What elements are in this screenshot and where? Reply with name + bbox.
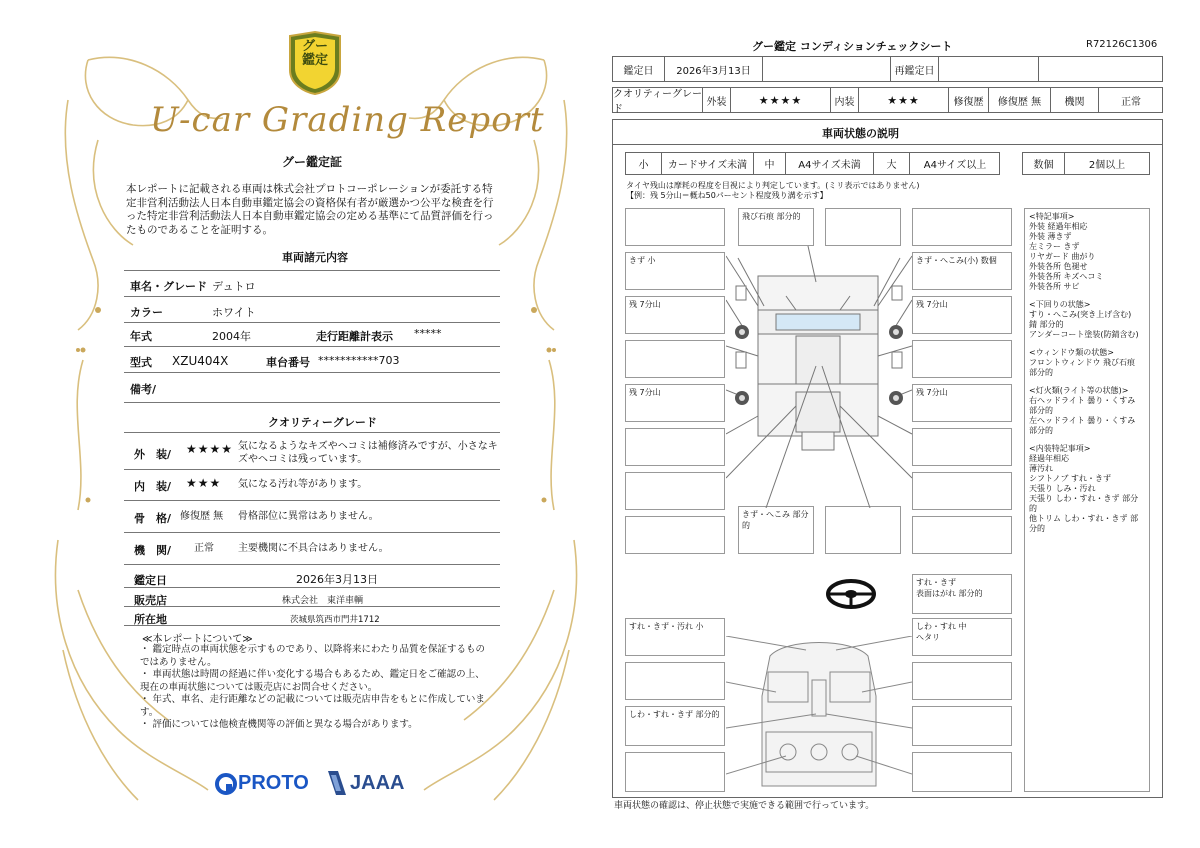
frame-label: 骨 格/	[134, 512, 172, 525]
divider	[124, 532, 500, 533]
mileage-label: 走行距離計表示	[316, 330, 393, 343]
note-box	[912, 428, 1012, 466]
certificate-heading: グー鑑定証	[282, 155, 343, 169]
proto-logo-icon	[214, 772, 238, 796]
date-label: 鑑定日	[134, 574, 167, 587]
note-box-left-2: 残 7分山	[625, 296, 725, 334]
remark-spacer	[1029, 340, 1145, 348]
count-label-cell: 数個	[1023, 153, 1065, 174]
divider	[124, 469, 500, 470]
proto-logo-text: PROTO	[238, 772, 309, 794]
note-box	[625, 208, 725, 246]
about-item: ・ 鑑定時点の車両状態を示すものであり、以降将来にわたり品質を保証するものではありません。	[140, 644, 486, 668]
remarks-panel	[1024, 208, 1150, 792]
size-mid-cell: 中	[754, 153, 786, 174]
reinspect-label-cell: 再鑑定日	[891, 57, 939, 81]
script-title: U-car Grading Report	[150, 100, 545, 140]
remark-line: 天張り しみ・汚れ	[1029, 484, 1096, 493]
note-box-left-3: 残 7分山	[625, 384, 725, 422]
specs-heading: 車両諸元内容	[282, 251, 348, 264]
remark-line: 錆 部分的	[1029, 320, 1064, 329]
certificate-intro: 本レポートに記載される車両は株式会社プロトコーポレーションが委託する特定非営利活動法人日本自動車鑑定協会の資格保有者が厳選かつ公平な検査を行った特定非営利活動法人日本自動車鑑定協会の定める基準にて品質評価を行ったものであることを証明する。	[126, 183, 494, 236]
note-box	[912, 662, 1012, 700]
size-small-desc-cell: カードサイズ未満	[662, 153, 754, 174]
remark-spacer	[1029, 436, 1145, 444]
note-box-steering: すれ・きず 表面はがれ 部分的	[912, 574, 1012, 614]
note-box	[625, 340, 725, 378]
divider	[124, 402, 500, 403]
note-box-left-1: きず 小	[625, 252, 725, 290]
mileage-value: *****	[414, 327, 442, 340]
note-box-int-right-1: しわ・すれ 中 へタリ	[912, 618, 1012, 656]
divider	[124, 587, 500, 588]
size-small-cell: 小	[626, 153, 662, 174]
jaaa-logo-text: JAAA	[350, 772, 405, 794]
divider	[124, 372, 500, 373]
color-value: ホワイト	[212, 306, 256, 319]
exterior-label: 外 装/	[134, 448, 172, 461]
sheet-title: グー鑑定 コンディションチェックシート	[752, 40, 953, 53]
note-box	[825, 506, 901, 554]
date-blank-cell	[763, 57, 891, 81]
tire-note-1: タイヤ残山は摩耗の程度を目視により判定しています。(ミリ表示ではありません)	[626, 181, 920, 190]
note-box	[912, 340, 1012, 378]
engine-text: 主要機関に不具合はありません。	[238, 543, 389, 554]
divider	[124, 322, 500, 323]
quality-label-cell: クオリティーグレード	[613, 89, 702, 115]
remark-line: <ウィンドウ類の状態>	[1029, 348, 1114, 357]
tire-note-2: 【例：残 5分山＝概ね50パーセント程度残り溝を示す】	[626, 191, 828, 200]
remark-line: 外装各所 キズヘコミ	[1029, 272, 1104, 281]
location-value: 茨城県筑西市門井1712	[290, 615, 380, 625]
note-box-int-left-2: しわ・すれ・きず 部分的	[625, 706, 725, 746]
remark-line: フロントウィンドウ 飛び石痕 部分的	[1029, 358, 1136, 377]
divider	[124, 564, 500, 565]
divider	[124, 500, 500, 501]
remark-line: <内装特記事項>	[1029, 444, 1091, 453]
chassis-value: ***********703	[318, 354, 400, 367]
remark-line: 天張り しわ・すれ・きず 部分的	[1029, 494, 1139, 513]
model-value: XZU404X	[172, 354, 229, 368]
remark-line: <下回りの状態>	[1029, 300, 1091, 309]
date-value: 2026年3月13日	[296, 573, 378, 586]
badge-text: グー 鑑定	[301, 39, 328, 68]
frame-text: 骨格部位に異常はありません。	[238, 511, 379, 522]
date-row	[612, 56, 1163, 82]
truck-top-view-diagram	[726, 246, 912, 508]
note-box-right-3: 残 7分山	[912, 384, 1012, 422]
location-label: 所在地	[134, 613, 167, 626]
year-label: 年式	[130, 330, 152, 343]
engine-value-cell: 正常	[1121, 96, 1141, 108]
divider	[124, 606, 500, 607]
count-desc-cell: 2個以上	[1088, 160, 1126, 171]
interior-stars-cell: ★★★	[859, 88, 949, 112]
about-item: ・ 評価については他検査機関等の評価と異なる場合があります。	[140, 719, 418, 730]
remark-spacer	[1029, 292, 1145, 300]
reinspect-blank-cell	[1039, 57, 1163, 81]
note-box	[912, 706, 1012, 746]
divider	[124, 270, 500, 271]
note-box	[825, 208, 901, 246]
remark-line: 外装各所 色褪せ	[1029, 262, 1088, 271]
interior-stars: ★★★	[186, 476, 222, 490]
sheet-footer: 車両状態の確認は、停止状態で実施できる範囲で行っています。	[614, 801, 875, 811]
dealer-value: 株式会社 東洋車輌	[282, 596, 364, 606]
chassis-label: 車台番号	[266, 356, 310, 369]
remark-line: リヤガード 曲がり	[1029, 252, 1096, 261]
dealer-label: 販売店	[134, 594, 167, 607]
note-box	[625, 472, 725, 510]
condition-heading: 車両状態の説明	[822, 127, 899, 140]
remark-line: アンダーコート塗装(防錆含む)	[1029, 330, 1139, 339]
exterior-text: 気になるようなキズやヘコミは補修済みですが、小さなキズやヘコミは残っています。	[238, 441, 498, 465]
remark-line: <灯火類(ライト等の状態)>	[1029, 386, 1129, 395]
remark-line: 外装 薄きず	[1029, 232, 1072, 241]
divider	[124, 625, 500, 626]
interior-diagram	[726, 636, 912, 796]
repair-value-cell: 修復歴 無	[989, 88, 1051, 112]
interior-text: 気になる汚れ等があります。	[238, 479, 368, 490]
count-legend	[1022, 152, 1150, 175]
remark-line: すり・へこみ(突き上げ含む)	[1029, 310, 1132, 319]
date-label-cell: 鑑定日	[613, 57, 665, 81]
divider	[124, 296, 500, 297]
exterior-stars: ★★★★	[186, 442, 234, 456]
date-value-cell: 2026年3月13日	[665, 57, 763, 81]
remark-line: 外装各所 サビ	[1029, 282, 1080, 291]
note-box-right-1: きず・へこみ(小) 数個	[912, 252, 1012, 290]
color-label: カラー	[130, 306, 163, 319]
model-label: 型式	[130, 356, 152, 369]
year-value: 2004年	[212, 330, 251, 343]
size-large-cell: 大	[874, 153, 910, 174]
repair-label-cell: 修復歴	[949, 88, 989, 112]
frame-value: 修復歴 無	[180, 511, 224, 522]
about-heading: ≪本レポートについて≫	[142, 634, 253, 645]
remark-line: 外装 経過年相応	[1029, 222, 1088, 231]
engine-label-cell: 機関	[1051, 88, 1099, 112]
interior-label-cell: 内装	[831, 88, 859, 112]
reinspect-value-cell	[939, 57, 1039, 81]
note-box	[625, 752, 725, 792]
note-box-bottom-mid: きず・へこみ 部分的	[738, 506, 814, 554]
exterior-stars-cell: ★★★★	[731, 88, 831, 112]
about-item: ・ 車両状態は時間の経過に伴い変化する場合もあるため、鑑定日をご確認の上、現在の車両状態については販売店にお問合せください。	[140, 669, 485, 693]
note-box	[625, 516, 725, 554]
exterior-label-cell: 外装	[703, 88, 731, 112]
remark-spacer	[1029, 378, 1145, 386]
note-box-top-mid: 飛び石痕 部分的	[738, 208, 814, 246]
quality-heading: クオリティーグレード	[268, 416, 377, 429]
size-legend	[625, 152, 1000, 175]
remark-line: 右ヘッドライト 曇り・くすみ 部分的	[1029, 396, 1136, 415]
car-name-value: デュトロ	[212, 280, 256, 293]
remark-line: シフトノブ すれ・きず	[1029, 474, 1112, 483]
engine-value: 正常	[194, 543, 214, 554]
divider	[124, 432, 500, 433]
size-mid-desc-cell: A4サイズ未満	[786, 153, 874, 174]
note-box	[625, 428, 725, 466]
remark-line: 他トリム しわ・すれ・きず 部分的	[1029, 514, 1139, 533]
remark-line: 薄汚れ	[1029, 464, 1053, 473]
note-box	[912, 472, 1012, 510]
remark-line: 経過年相応	[1029, 454, 1069, 463]
about-list	[140, 644, 490, 732]
car-name-label: 車名・グレード	[130, 280, 207, 293]
remark-line: 左ヘッドライト 曇り・くすみ 部分的	[1029, 416, 1136, 435]
quality-row	[612, 87, 1163, 113]
remarks-label: 備考/	[130, 383, 157, 396]
remark-line: 左ミラー きず	[1029, 242, 1080, 251]
note-box	[912, 516, 1012, 554]
remark-line: <特記事項>	[1029, 212, 1075, 221]
size-large-desc-cell: A4サイズ以上	[923, 160, 987, 171]
note-box	[625, 662, 725, 700]
note-box	[912, 208, 1012, 246]
interior-label: 内 装/	[134, 480, 172, 493]
note-box-right-2: 残 7分山	[912, 296, 1012, 334]
note-box-int-left-1: すれ・きず・汚れ 小	[625, 618, 725, 656]
jaaa-logo-icon	[326, 769, 348, 797]
note-box	[912, 752, 1012, 792]
steering-wheel-icon	[826, 578, 876, 610]
engine-label: 機 関/	[134, 544, 172, 557]
sheet-code: R72126C1306	[1086, 39, 1158, 50]
about-item: ・ 年式、車名、走行距離などの記載については販売店申告をもとに作成しています。	[140, 694, 485, 718]
divider	[124, 346, 500, 347]
